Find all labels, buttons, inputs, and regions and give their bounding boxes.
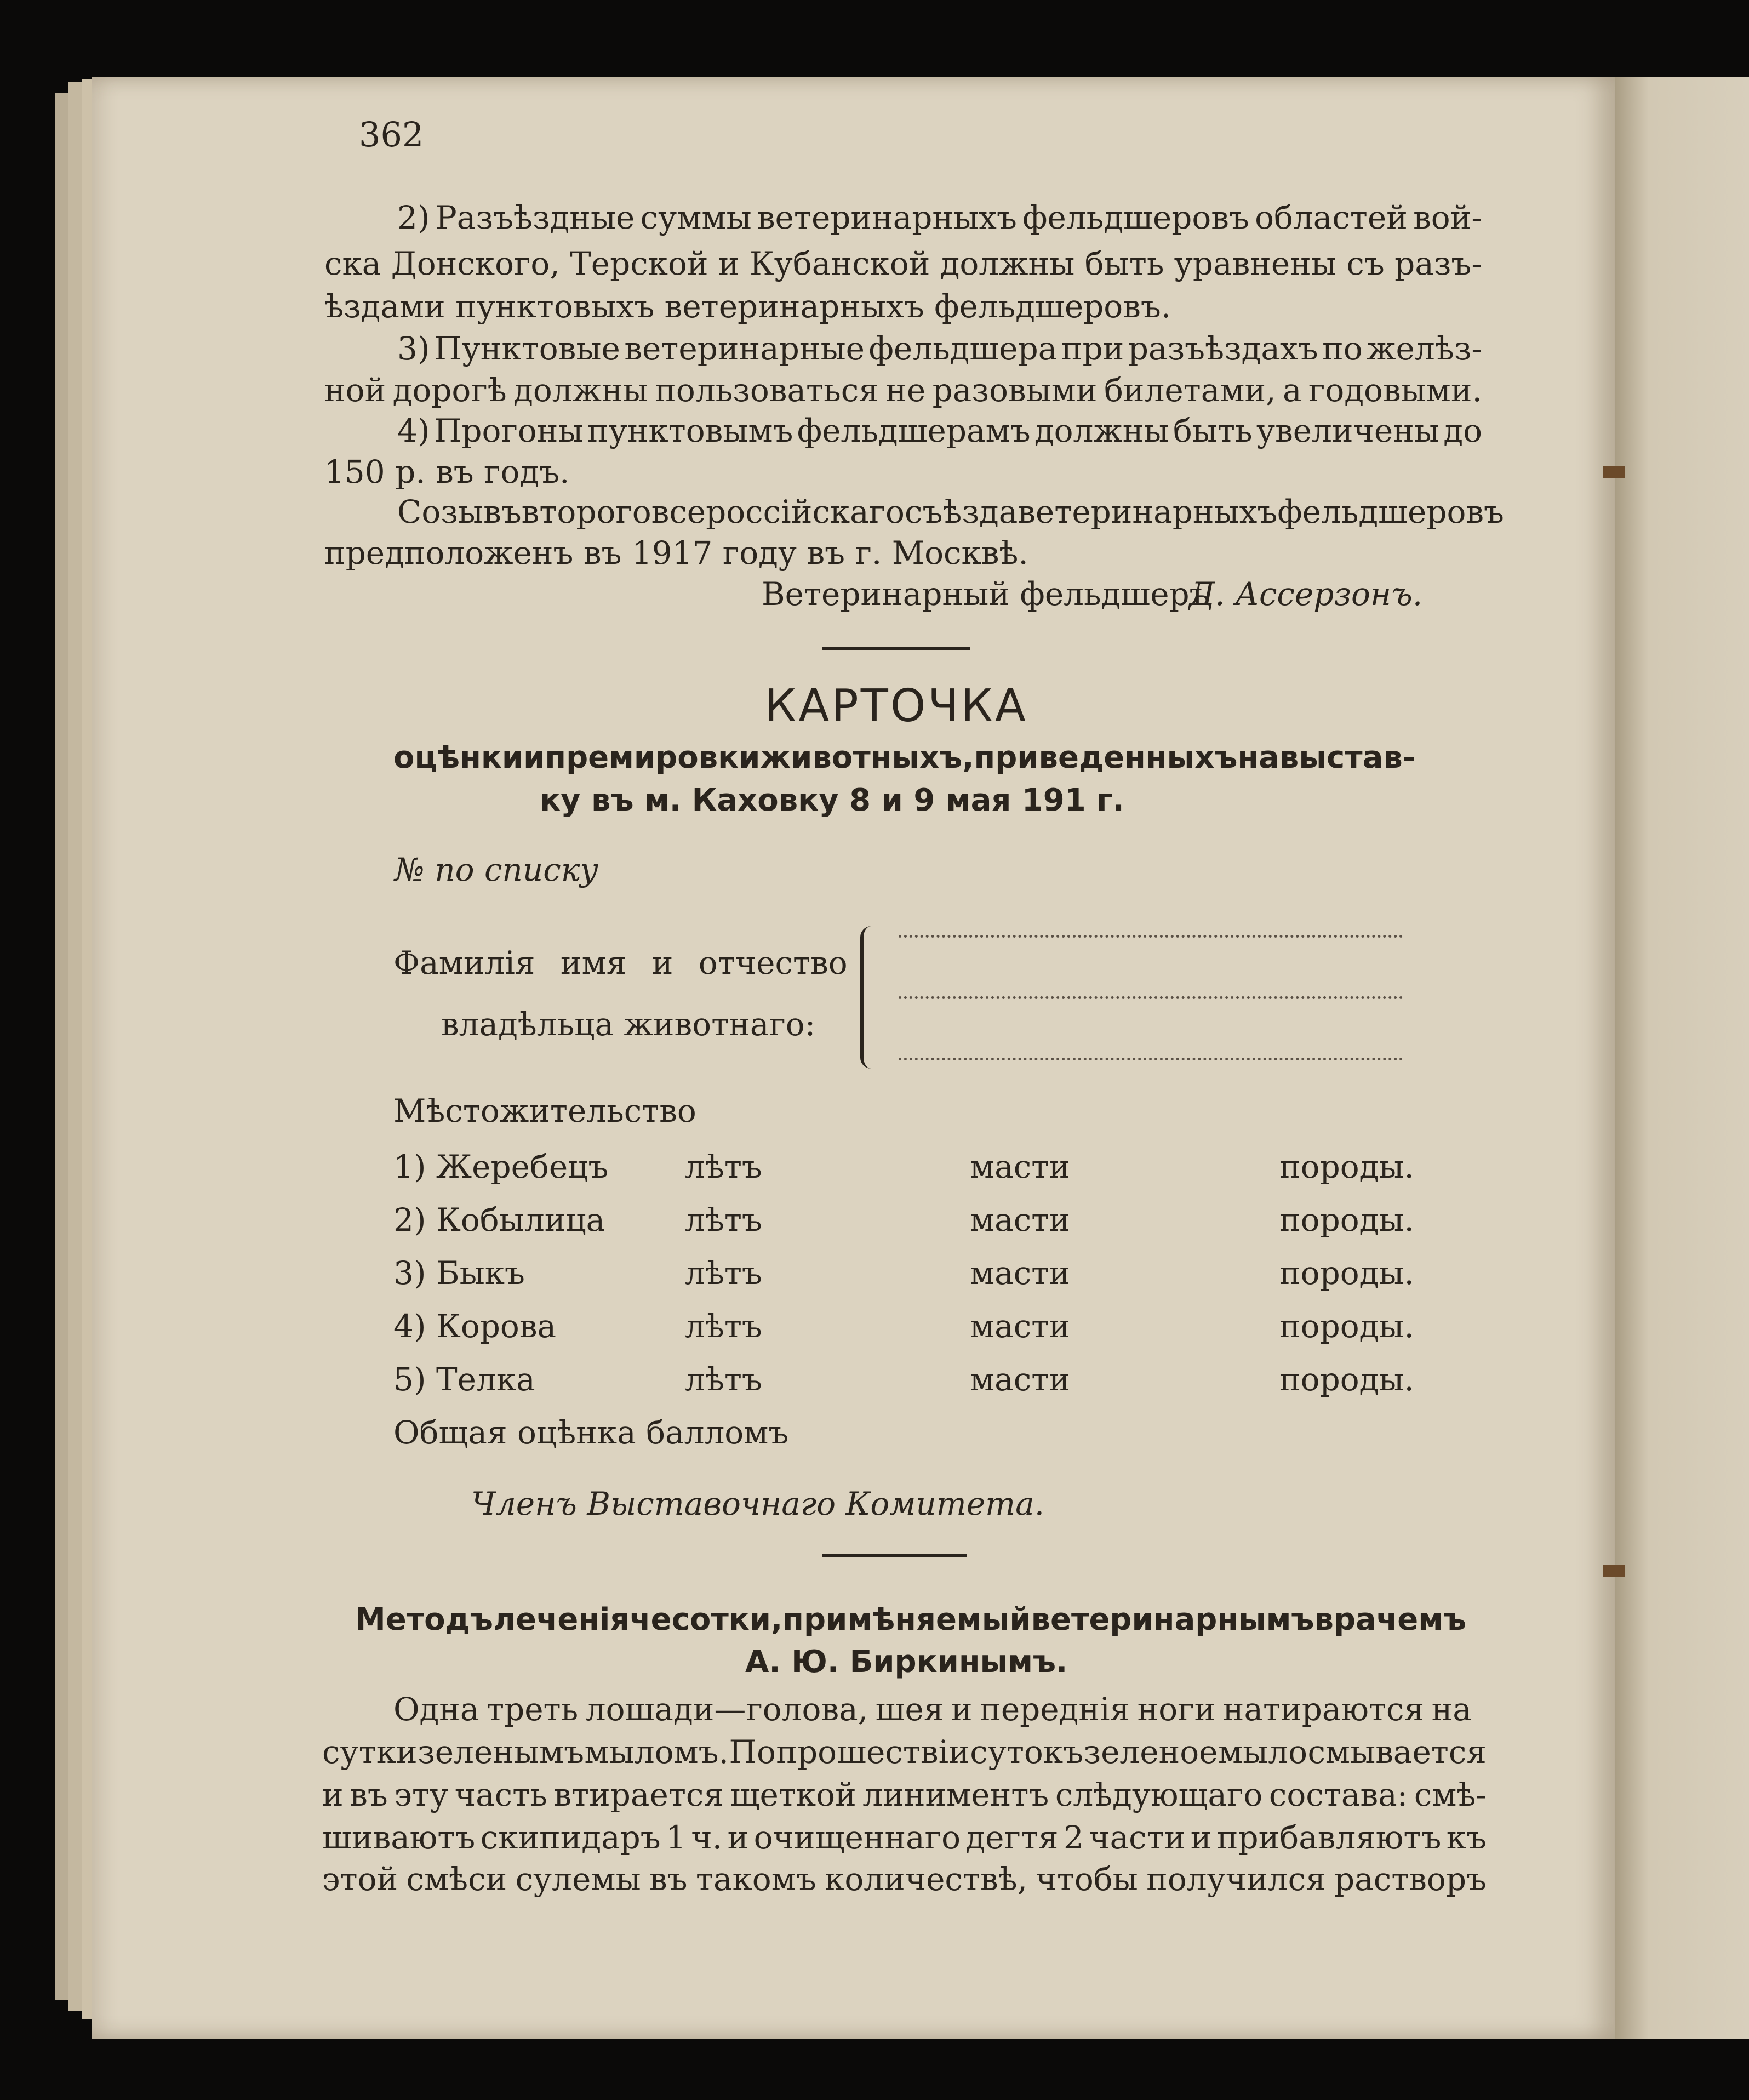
owner-label: владѣльца животнаго: xyxy=(441,1006,816,1043)
animal-breed: породы. xyxy=(1279,1308,1414,1345)
residence-label: Мѣстожительство xyxy=(393,1092,696,1129)
paragraph-line: ска Донского, Терской и Кубанской должны быть уравнены съ разъ- xyxy=(324,245,1482,282)
signature-role: Ветеринарный фельдшеръ xyxy=(762,575,1210,613)
animal-name: 4) Корова xyxy=(393,1308,557,1345)
binding-thread xyxy=(1603,466,1625,478)
page-number: 362 xyxy=(359,115,424,155)
paragraph-line: ѣздами пунктовыхъ ветеринарныхъ фельдшеровъ. xyxy=(324,288,1171,325)
animal-color: масти xyxy=(970,1201,1070,1239)
section-divider xyxy=(822,647,970,650)
total-score-label: Общая оцѣнка балломъ xyxy=(393,1414,789,1451)
animal-breed: породы. xyxy=(1279,1148,1414,1185)
animal-breed: породы. xyxy=(1279,1361,1414,1398)
paragraph-line: 150 р. въ годъ. xyxy=(324,453,570,490)
animal-color: масти xyxy=(970,1361,1070,1398)
fill-line xyxy=(899,996,1403,999)
animal-age: лѣтъ xyxy=(685,1148,762,1185)
paragraph-line: шиваютъ скипидаръ 1 ч. и очищеннаго дегтя 2 части и прибавляютъ къ xyxy=(322,1819,1487,1856)
facing-page-edge xyxy=(1615,77,1749,2039)
signature-name: Д. Ассерзонъ. xyxy=(1189,575,1423,613)
paragraph-line: Одна треть лошади—голова, шея и переднія ноги натираются на xyxy=(393,1691,1472,1728)
card-title: КАРТОЧКА xyxy=(764,680,1028,732)
paragraph-line: 3) Пунктовые ветеринарные фельдшера при разъѣздахъ по желѣз- xyxy=(397,330,1482,367)
paragraph-line: 4) Прогоны пунктовымъ фельдшерамъ должны быть увеличены до xyxy=(397,412,1482,449)
method-heading-line: Методъ леченія чесотки, примѣняемый ветеринарнымъ врачемъ xyxy=(355,1602,1467,1637)
owner-label: Фамилія имя и отчество xyxy=(393,944,848,981)
animal-name: 2) Кобылица xyxy=(393,1201,605,1239)
animal-age: лѣтъ xyxy=(685,1361,762,1398)
animal-age: лѣтъ xyxy=(685,1254,762,1292)
section-divider xyxy=(822,1554,967,1557)
animal-name: 1) Жеребецъ xyxy=(393,1148,609,1185)
animal-color: масти xyxy=(970,1148,1070,1185)
fill-line xyxy=(899,1058,1403,1060)
animal-age: лѣтъ xyxy=(685,1201,762,1239)
animal-breed: породы. xyxy=(1279,1201,1414,1239)
animal-color: масти xyxy=(970,1308,1070,1345)
card-subtitle-line: оцѣнки и премировки животныхъ, приведенныхъ на выстав- xyxy=(393,740,1416,775)
fill-line xyxy=(899,935,1403,938)
list-number-label: № по списку xyxy=(395,851,598,888)
paragraph-line: 2) Разъѣздные суммы ветеринарныхъ фельдшеровъ областей вой- xyxy=(397,199,1482,236)
card-subtitle-line: ку въ м. Каховку 8 и 9 мая 191 г. xyxy=(540,783,1124,818)
paragraph-line: предположенъ въ 1917 году въ г. Москвѣ. xyxy=(324,534,1028,572)
animal-name: 3) Быкъ xyxy=(393,1254,525,1292)
binding-thread xyxy=(1603,1565,1625,1577)
animal-name: 5) Телка xyxy=(393,1361,535,1398)
owner-brace xyxy=(860,926,871,1069)
paragraph-line: этой смѣси сулемы въ такомъ количествѣ, чтобы получился растворъ xyxy=(322,1861,1487,1898)
paragraph-line: и въ эту часть втирается щеткой линиментъ слѣдующаго состава: смѣ- xyxy=(322,1776,1487,1813)
animal-breed: породы. xyxy=(1279,1254,1414,1292)
method-heading-line: А. Ю. Биркинымъ. xyxy=(745,1644,1068,1680)
animal-color: масти xyxy=(970,1254,1070,1292)
animal-age: лѣтъ xyxy=(685,1308,762,1345)
paragraph-line: сутки зеленымъ мыломъ. По прошествіи сутокъ зеленое мыло смывается xyxy=(322,1733,1487,1771)
paragraph-line: Созывъ второго всероссійскаго съѣзда ветеринарныхъ фельдшеровъ xyxy=(397,493,1504,530)
paragraph-line: ной дорогѣ должны пользоваться не разовыми билетами, а годовыми. xyxy=(324,372,1482,409)
committee-member: Членъ Выставочнаго Комитета. xyxy=(471,1485,1045,1522)
